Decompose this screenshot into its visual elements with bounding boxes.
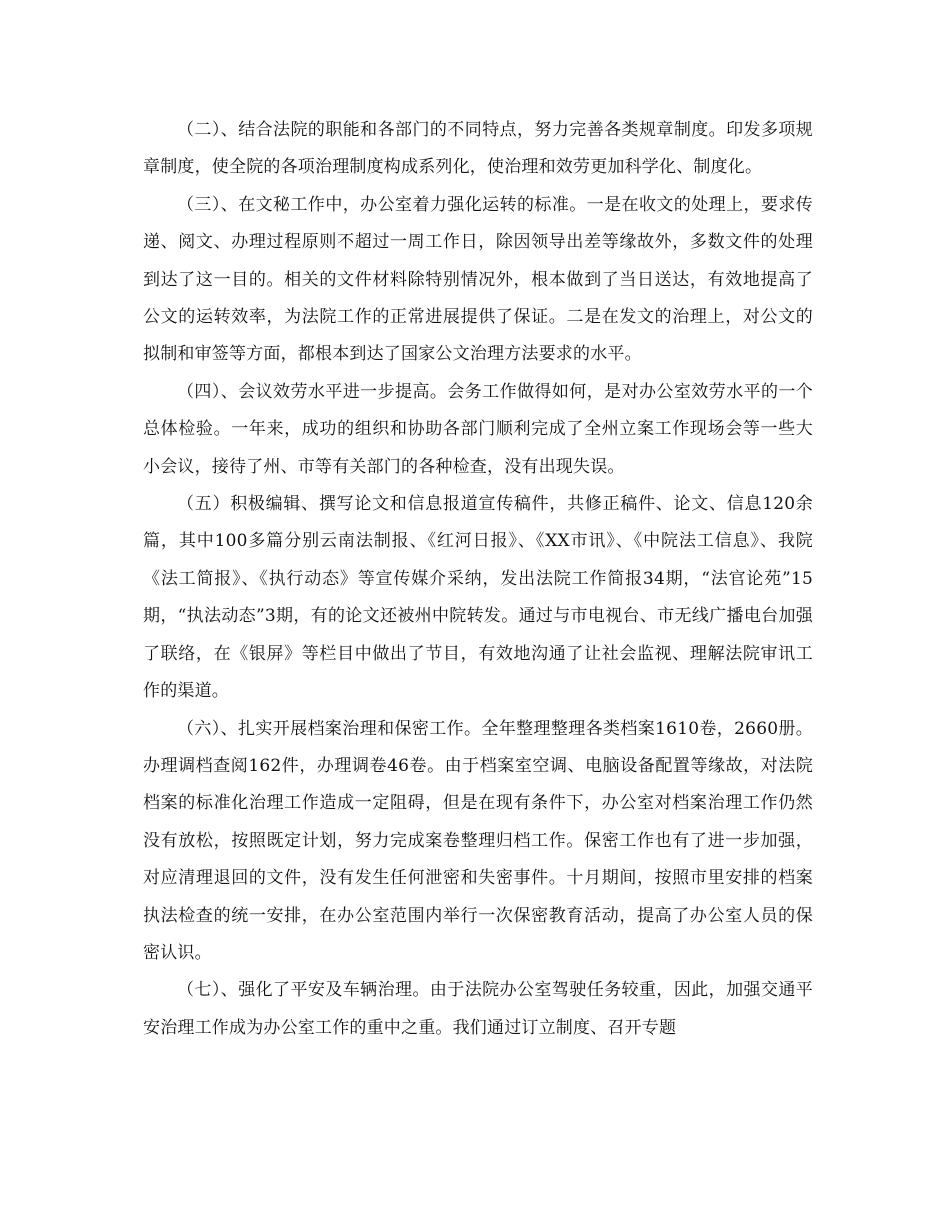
paragraph-3: （三）、在文秘工作中，办公室着力强化运转的标准。一是在收文的处理上，要求传递、阅文、办理过程原则不超过一周工作日，除因领导出差等缘故外，多数文件的处理到达了这一目的。相关的文件材料除特别情况外，根本做到了当日送达，有效地提高了公文的运转效率，为法院工作的正常进展提供了保证。二是在发文的治理上，对公文的拟制和审签等方面，都根本到达了国家公文治理方法要求的水平。 [143, 194, 813, 365]
paragraph-6: （六）、扎实开展档案治理和保密工作。全年整理整理各类档案1610卷，2660册。办理调档查阅162件，办理调卷46卷。由于档案室空调、电脑设备配置等缘故，对法院档案的标准化治理工作造成一定阻碍，但是在现有条件下，办公室对档案治理工作仍然没有放松，按照既定计划，努力完成案卷整理归档工作。保密工作也有了进一步加强，对应清理退回的文件，没有发生任何泄密和失密事件。十月期间，按照市里安排的档案执法检查的统一安排，在办公室范围内举行一次保密教育活动，提高了办公室人员的保密认识。 [143, 718, 813, 963]
document-body [143, 112, 813, 1047]
paragraph-4: （四）、会议效劳水平进一步提高。会务工作做得如何，是对办公室效劳水平的一个总体检验。一年来，成功的组织和协助各部门顺利完成了全州立案工作现场会等一些大小会议，接待了州、市等有关部门的各种检查，没有出现失误。 [143, 381, 813, 477]
paragraph-7: （七）、强化了平安及车辆治理。由于法院办公室驾驶任务较重，因此，加强交通平安治理工作成为办公室工作的重中之重。我们通过订立制度、召开专题 [143, 980, 813, 1038]
paragraph-5: （五）积极编辑、撰写论文和信息报道宣传稿件，共修正稿件、论文、信息120余篇，其中100多篇分别云南法制报、《红河日报》、《XX市讯》、《中院法工信息》、我院《法工简报》、《执行动态》等宣传媒介采纳，发出法院工作简报34期，“法官论苑”15期，“执法动态”3期，有的论文还被州中院转发。通过与市电视台、市无线广播电台加强了联络，在《银屏》等栏目中做出了节目，有效地沟通了让社会监视、理解法院审讯工作的渠道。 [143, 494, 813, 702]
paragraph-2: （二）、结合法院的职能和各部门的不同特点，努力完善各类规章制度。印发多项规章制度，使全院的各项治理制度构成系列化，使治理和效劳更加科学化、制度化。 [143, 120, 813, 178]
